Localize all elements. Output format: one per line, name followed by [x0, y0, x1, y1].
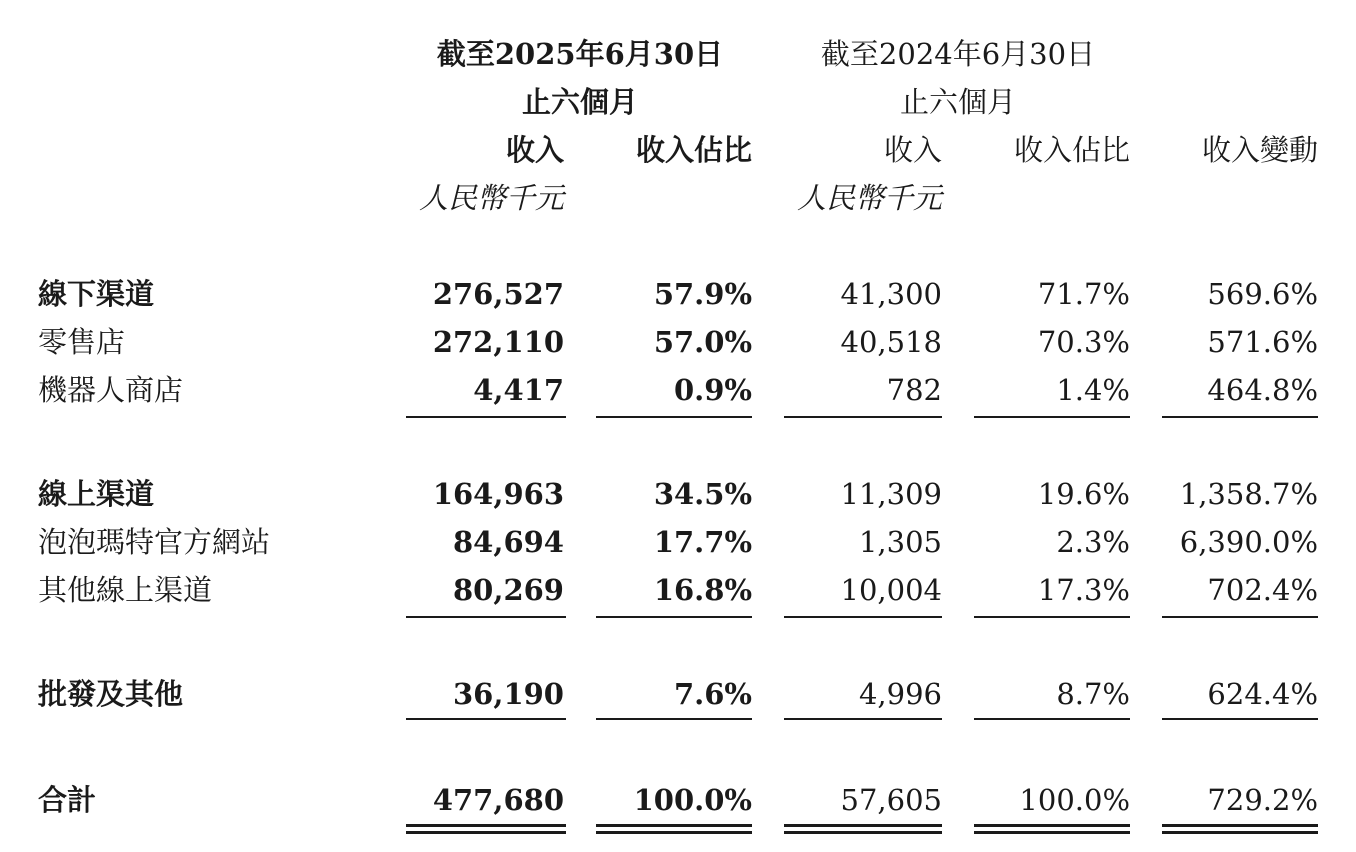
online-subtotal-rule-change	[1162, 616, 1318, 618]
online-share-2024: 19.6%	[1037, 477, 1130, 511]
period-2024-title: 截至2024年6月30日	[820, 37, 1096, 71]
robot-share-2024: 1.4%	[1056, 373, 1130, 407]
retail-revenue-2024: 40,518	[840, 325, 942, 359]
row-label-robot-shop: 機器人商店	[38, 373, 184, 407]
total-double-rule-rev2025-a	[406, 824, 566, 827]
offline-share-2024: 71.7%	[1037, 277, 1130, 311]
offline-change: 569.6%	[1207, 277, 1318, 311]
website-revenue-2025: 84,694	[453, 525, 564, 559]
online-change: 1,358.7%	[1179, 477, 1318, 511]
row-label-total: 合計	[38, 783, 97, 817]
unit-2024: 人民幣千元	[796, 181, 942, 215]
robot-share-2025: 0.9%	[673, 373, 752, 407]
period-2024-subtitle: 止六個月	[899, 85, 1016, 119]
wholesale-share-2024: 8.7%	[1056, 677, 1130, 711]
robot-change: 464.8%	[1207, 373, 1318, 407]
total-double-rule-rev2024-a	[784, 824, 942, 827]
col-header-change: 收入變動	[1201, 133, 1318, 167]
col-header-revenue-2025: 收入	[505, 133, 564, 167]
total-double-rule-rev2024-b	[784, 831, 942, 834]
row-label-offline-channel: 線下渠道	[38, 277, 155, 311]
unit-2025: 人民幣千元	[418, 181, 564, 215]
other-online-share-2025: 16.8%	[653, 573, 752, 607]
retail-revenue-2025: 272,110	[432, 325, 564, 359]
wholesale-share-2025: 7.6%	[673, 677, 752, 711]
wholesale-rule-rev2024	[784, 718, 942, 720]
other-online-revenue-2024: 10,004	[840, 573, 942, 607]
wholesale-rule-rev2025	[406, 718, 566, 720]
wholesale-rule-share2024	[974, 718, 1130, 720]
online-subtotal-rule-rev2024	[784, 616, 942, 618]
offline-subtotal-rule-change	[1162, 416, 1318, 418]
total-double-rule-share2025-a	[596, 824, 752, 827]
total-revenue-2025: 477,680	[432, 783, 564, 817]
row-label-retail-store: 零售店	[38, 325, 126, 359]
wholesale-rule-share2025	[596, 718, 752, 720]
offline-revenue-2024: 41,300	[840, 277, 942, 311]
offline-subtotal-rule-rev2025	[406, 416, 566, 418]
period-2025-title: 截至2025年6月30日	[436, 37, 724, 71]
online-share-2025: 34.5%	[653, 477, 752, 511]
col-header-share-2024: 收入佔比	[1013, 133, 1130, 167]
offline-subtotal-rule-share2025	[596, 416, 752, 418]
total-double-rule-share2024-a	[974, 824, 1130, 827]
online-revenue-2025: 164,963	[432, 477, 564, 511]
row-label-online-channel: 線上渠道	[38, 477, 155, 511]
total-change: 729.2%	[1207, 783, 1318, 817]
total-double-rule-share2025-b	[596, 831, 752, 834]
total-double-rule-rev2025-b	[406, 831, 566, 834]
other-online-revenue-2025: 80,269	[453, 573, 564, 607]
retail-share-2025: 57.0%	[653, 325, 752, 359]
col-header-share-2025: 收入佔比	[635, 133, 752, 167]
row-label-other-online: 其他線上渠道	[38, 573, 213, 607]
col-header-revenue-2024: 收入	[883, 133, 942, 167]
online-revenue-2024: 11,309	[840, 477, 942, 511]
online-subtotal-rule-share2024	[974, 616, 1130, 618]
retail-change: 571.6%	[1207, 325, 1318, 359]
website-change: 6,390.0%	[1179, 525, 1318, 559]
total-share-2024: 100.0%	[1019, 783, 1130, 817]
period-2025-subtitle: 止六個月	[521, 85, 638, 119]
website-share-2025: 17.7%	[653, 525, 752, 559]
retail-share-2024: 70.3%	[1037, 325, 1130, 359]
row-label-wholesale-other: 批發及其他	[38, 677, 184, 711]
wholesale-change: 624.4%	[1207, 677, 1318, 711]
website-revenue-2024: 1,305	[858, 525, 942, 559]
total-double-rule-change-b	[1162, 831, 1318, 834]
robot-revenue-2024: 782	[886, 373, 942, 407]
online-subtotal-rule-rev2025	[406, 616, 566, 618]
other-online-change: 702.4%	[1207, 573, 1318, 607]
total-share-2025: 100.0%	[633, 783, 752, 817]
wholesale-revenue-2025: 36,190	[453, 677, 564, 711]
website-share-2024: 2.3%	[1056, 525, 1130, 559]
offline-share-2025: 57.9%	[653, 277, 752, 311]
row-label-official-website: 泡泡瑪特官方網站	[38, 525, 271, 559]
wholesale-rule-change	[1162, 718, 1318, 720]
total-revenue-2024: 57,605	[840, 783, 942, 817]
total-double-rule-share2024-b	[974, 831, 1130, 834]
online-subtotal-rule-share2025	[596, 616, 752, 618]
other-online-share-2024: 17.3%	[1037, 573, 1130, 607]
offline-subtotal-rule-rev2024	[784, 416, 942, 418]
wholesale-revenue-2024: 4,996	[858, 677, 942, 711]
robot-revenue-2025: 4,417	[473, 373, 564, 407]
offline-revenue-2025: 276,527	[432, 277, 564, 311]
offline-subtotal-rule-share2024	[974, 416, 1130, 418]
total-double-rule-change-a	[1162, 824, 1318, 827]
